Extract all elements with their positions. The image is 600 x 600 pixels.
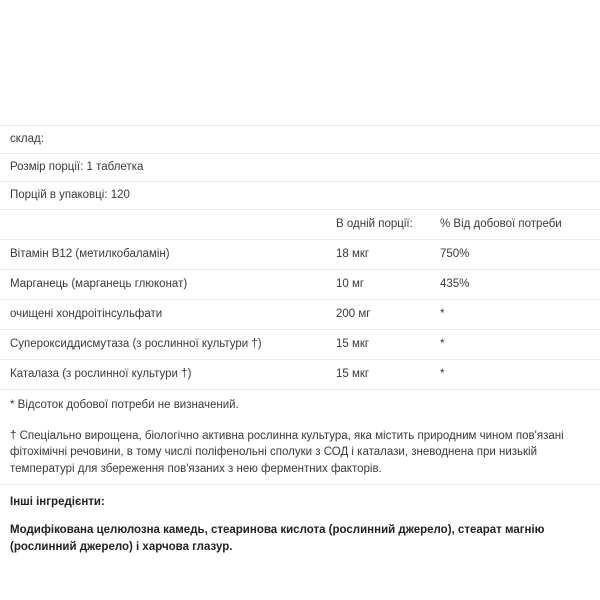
table-row	[0, 330, 600, 360]
table-body	[0, 240, 600, 390]
nutrient-daily-value: *	[440, 330, 600, 360]
nutrient-daily-value: 750%	[440, 240, 600, 270]
nutrient-name: Супероксиддисмутаза (з рослинної культури †)	[0, 330, 336, 360]
nutrient-name: очищені хондроітінсульфати	[0, 300, 336, 330]
footnote-asterisk: * Відсоток добової потреби не визначений.	[10, 399, 239, 411]
serving-size-row: Розмір порції: 1 таблетка	[0, 153, 600, 181]
table-header	[0, 210, 600, 240]
servings-per-container-row: Порцій в упаковці: 120	[0, 181, 600, 209]
panel-heading: склад:	[0, 125, 600, 153]
column-header-nutrient	[0, 210, 336, 240]
column-header-amount-per-serving: В одній порції:	[336, 210, 440, 240]
nutrient-amount: 10 мг	[336, 270, 440, 300]
table-row	[0, 360, 600, 390]
nutrient-daily-value: *	[440, 300, 600, 330]
nutrient-amount: 15 мкг	[336, 360, 440, 390]
table-row	[0, 300, 600, 330]
nutrient-name: Марганець (марганець глюконат)	[0, 270, 336, 300]
footnote-dagger-container	[0, 421, 600, 485]
nutrient-daily-value: 435%	[440, 270, 600, 300]
other-ingredients-title: Інші інгредієнти:	[10, 496, 105, 508]
supplement-facts-table	[0, 209, 600, 389]
table-row	[0, 240, 600, 270]
nutrient-daily-value: *	[440, 360, 600, 390]
nutrient-amount: 200 мг	[336, 300, 440, 330]
supplement-facts-panel	[0, 125, 600, 561]
footnote-dagger: † Спеціально вирощена, біологічно активна рослинна культура, яка містить природним чином пов'язані фітохімічні речовини, в тому числі поліфенольні сполуки з СОД і каталази, зневоднена при низькій температурі для збереження пов'язаних з нею ферментних факторів.	[10, 429, 564, 475]
table-row	[0, 270, 600, 300]
nutrient-amount: 18 мкг	[336, 240, 440, 270]
nutrient-name: Каталаза (з рослинної культури †)	[0, 360, 336, 390]
other-ingredients-section	[0, 484, 600, 561]
other-ingredients-body: Модифікована целюлозна камедь, стеаринова кислота (рослинний джерело), стеарат магнію (рослинний джерело) і харчова глазур.	[10, 524, 545, 553]
nutrient-name: Вітамін B12 (метилкобаламін)	[0, 240, 336, 270]
table-header-row	[0, 210, 600, 240]
footnote-asterisk-container	[0, 389, 600, 421]
column-header-percent-daily-value: % Від добової потреби	[440, 210, 600, 240]
nutrient-amount: 15 мкг	[336, 330, 440, 360]
